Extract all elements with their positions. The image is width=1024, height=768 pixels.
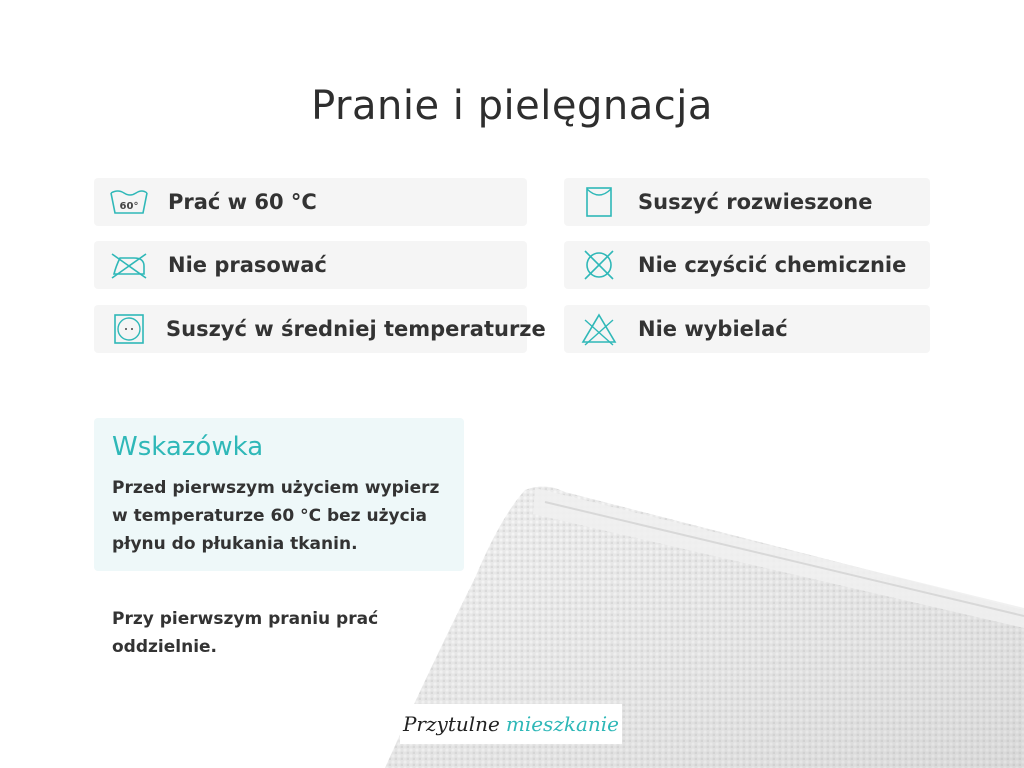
care-label: Suszyć w średniej temperaturze [166,317,546,341]
tip-text: Przed pierwszym użyciem wypierz w temperaturze 60 °C bez użycia płynu do płukania tkanin. [112,478,440,554]
care-item-no-bleach [564,305,930,353]
page-title: Pranie i pielęgnacja [311,82,713,129]
brand-logo [400,704,622,744]
care-label: Nie czyścić chemicznie [638,253,907,277]
logo-text-main: Przytulne [402,712,500,736]
care-item-no-dry-clean [564,241,930,289]
care-label: Suszyć rozwieszone [638,190,873,214]
care-symbols-grid [94,178,930,354]
care-label: Prać w 60 °C [168,190,317,214]
logo-text-accent: mieszkanie [505,712,620,736]
care-label: Nie wybielać [638,317,788,341]
care-item-line-dry [564,178,930,226]
tip-title: Wskazówka [112,432,264,462]
tumble-dry-medium-icon [108,311,150,347]
care-item-no-iron [94,241,527,289]
no-iron-icon [108,247,152,283]
wash-badge-text: 60° [119,201,139,212]
wash-note: Przy pierwszym praniu prać oddzielnie. [112,609,379,657]
line-dry-icon [578,184,622,220]
no-dry-clean-icon [578,247,622,283]
no-bleach-icon [578,311,622,347]
wash-60-icon [108,184,152,220]
care-item-wash-60 [94,178,527,226]
care-item-tumble-dry [94,305,546,353]
care-label: Nie prasować [168,253,327,277]
